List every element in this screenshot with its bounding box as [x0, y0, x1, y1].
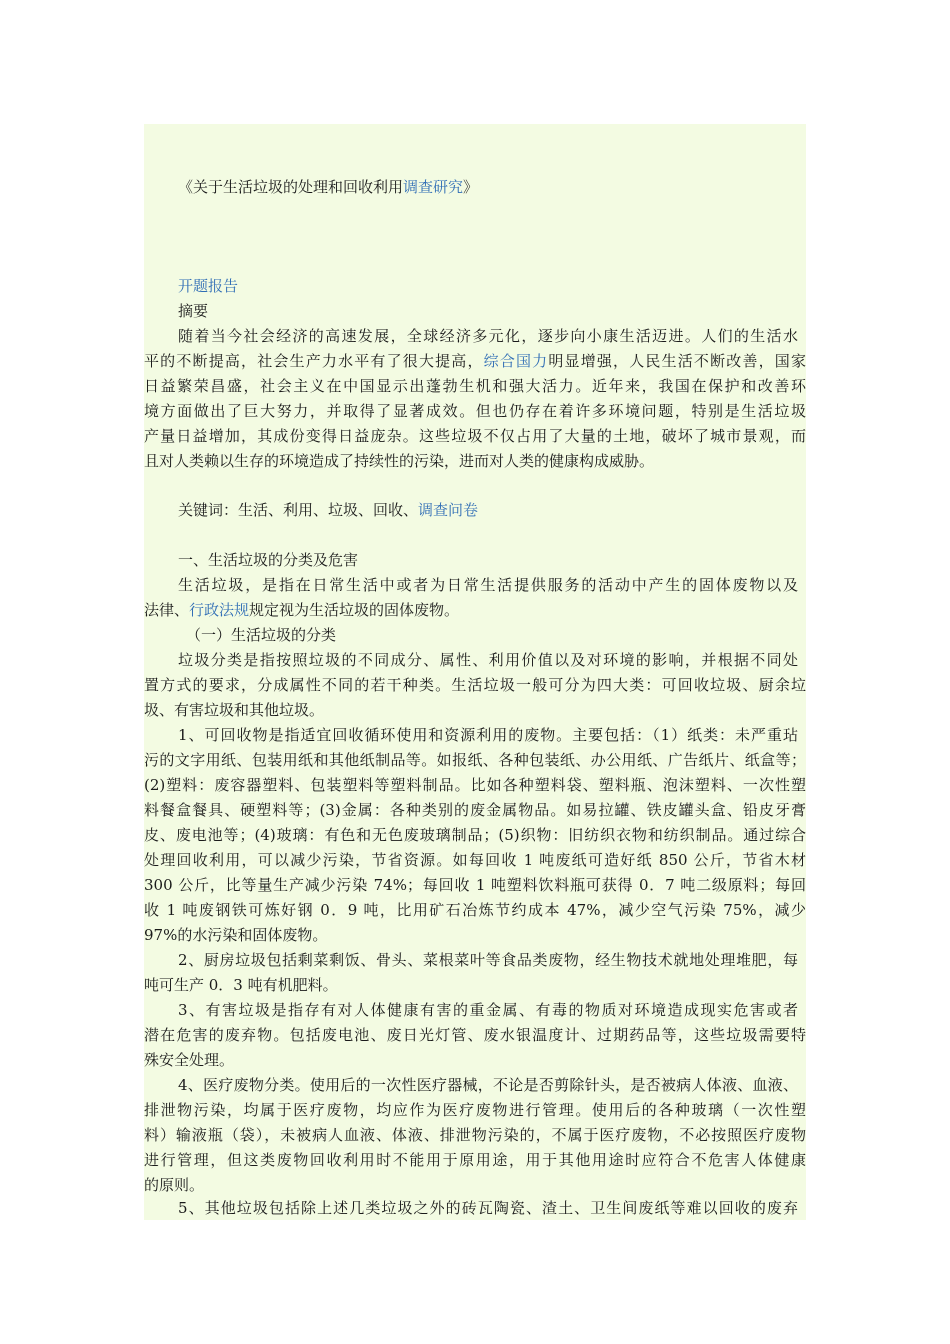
item2-line-1: 2、厨房垃圾包括剩菜剩饭、骨头、菜根菜叶等食品类废物，经生物技术就地处理堆肥，每 [178, 951, 798, 969]
abstract-heading: 摘要 [178, 302, 209, 320]
item1-line-9: 97%的水污染和固体废物。 [144, 926, 328, 944]
item1-line-3: (2)塑料：废容器塑料、包装塑料等塑料制品。比如各种塑料袋、塑料瓶、泡沫塑料、一次性塑 [144, 776, 806, 794]
item4-line-1: 4、医疗废物分类。使用后的一次性医疗器械，不论是否剪除针头，是否被病人体液、血液、 [178, 1076, 798, 1094]
section-1-heading: 一、生活垃圾的分类及危害 [178, 551, 359, 569]
item1-line-4: 料餐盒餐具、硬塑料等；(3)金属：各种类别的废金属物品。如易拉罐、铁皮罐头盒、铅皮牙膏 [144, 801, 806, 819]
classification-line-3: 圾、有害垃圾和其他垃圾。 [144, 701, 325, 719]
item4-line-4: 进行管理，但这类废物回收利用时不能用于原用途，用于其他用途时应符合不危害人体健康 [144, 1151, 806, 1169]
keywords-text: 关键词：生活、利用、垃圾、回收、 [178, 501, 419, 519]
item1-line-6: 处理回收利用，可以减少污染，节省资源。如每回收 1 吨废纸可造好纸 850 公斤，节省木材 [144, 851, 807, 869]
definition-line-2b: 规定视为生活垃圾的固体废物。 [249, 601, 460, 619]
item5-line-1: 5、其他垃圾包括除上述几类垃圾之外的砖瓦陶瓷、渣土、卫生间废纸等难以回收的废弃 [178, 1199, 798, 1217]
abstract-line-3: 日益繁荣昌盛，社会主义在中国显示出蓬勃生机和强大活力。近年来，我国在保护和改善环 [144, 377, 806, 395]
report-link[interactable]: 开题报告 [178, 277, 239, 295]
subsection-1-heading: （一）生活垃圾的分类 [186, 626, 337, 644]
keywords-line [178, 498, 798, 523]
national-power-link[interactable]: 综合国力 [483, 352, 549, 370]
abstract-line-1: 随着当今社会经济的高速发展，全球经济多元化，逐步向小康生活迈进。人们的生活水 [178, 327, 798, 345]
item4-line-5: 的原则。 [144, 1176, 205, 1194]
questionnaire-link[interactable]: 调查问卷 [418, 501, 479, 519]
item4-line-3: 料）输液瓶（袋），未被病人血液、体液、排泄物污染的，不属于医疗废物，不必按照医疗废物 [144, 1126, 806, 1144]
item3-line-1: 3、有害垃圾是指存有对人体健康有害的重金属、有毒的物质对环境造成现实危害或者 [178, 1001, 798, 1019]
classification-line-1: 垃圾分类是指按照垃圾的不同成分、属性、利用价值以及对环境的影响，并根据不同处 [178, 651, 798, 669]
item1-line-7: 300 公斤，比等量生产减少污染 74%；每回收 1 吨塑料饮料瓶可获得 0．7 吨二级原料；每回 [144, 876, 806, 894]
abstract-line-5: 产量日益增加，其成份变得日益庞杂。这些垃圾不仅占用了大量的土地，破坏了城市景观，而 [144, 427, 806, 445]
definition-line-2 [144, 598, 806, 623]
abstract-line-6: 且对人类赖以生存的环境造成了持续性的污染，进而对人类的健康构成威胁。 [144, 452, 655, 470]
item2-line-2: 吨可生产 0．3 吨有机肥料。 [144, 976, 338, 994]
abstract-line-2 [144, 349, 806, 374]
title-end: 》 [463, 178, 479, 196]
item1-line-1: 1、可回收物是指适宜回收循环使用和资源利用的废物。主要包括：（1）纸类：未严重玷 [178, 726, 798, 744]
item1-line-2: 污的文字用纸、包装用纸和其他纸制品等。如报纸、各种包装纸、办公用纸、广告纸片、纸盒等； [144, 751, 806, 769]
definition-line-2a: 法律、 [144, 601, 190, 619]
abstract-line-4: 境方面做出了巨大努力，并取得了显著成效。但也仍存在着许多环境问题，特别是生活垃圾 [144, 402, 806, 420]
item1-line-5: 皮、废电池等；(4)玻璃：有色和无色废玻璃制品；(5)织物：旧纺织衣物和纺织制品。通过综合 [144, 826, 806, 844]
regulations-link[interactable]: 行政法规 [189, 601, 250, 619]
abstract-line-2a: 平的不断提高，社会生产力水平有了很大提高， [144, 352, 484, 370]
abstract-line-2b: 明显增强，人民生活不断改善，国家 [548, 352, 806, 370]
title-text: 《关于生活垃圾的处理和回收利用 [178, 178, 404, 196]
classification-line-2: 置方式的要求，分成属性不同的若干种类。生活垃圾一般可分为四大类：可回收垃圾、厨余垃 [144, 676, 806, 694]
item4-line-2: 排泄物污染，均属于医疗废物，均应作为医疗废物进行管理。使用后的各种玻璃（一次性塑 [144, 1101, 806, 1119]
report-link-line [178, 274, 798, 299]
research-link[interactable]: 调查研究 [403, 178, 464, 196]
document-page [144, 124, 806, 1220]
item3-line-3: 殊安全处理。 [144, 1051, 235, 1069]
definition-line-1: 生活垃圾，是指在日常生活中或者为日常生活提供服务的活动中产生的固体废物以及 [178, 576, 798, 594]
item3-line-2: 潜在危害的废弃物。包括废电池、废日光灯管、废水银温度计、过期药品等，这些垃圾需要特 [144, 1026, 806, 1044]
item1-line-8: 收 1 吨废钢铁可炼好钢 0．9 吨，比用矿石冶炼节约成本 47%，减少空气污染 75%，减少 [144, 901, 806, 919]
document-title [178, 175, 798, 200]
